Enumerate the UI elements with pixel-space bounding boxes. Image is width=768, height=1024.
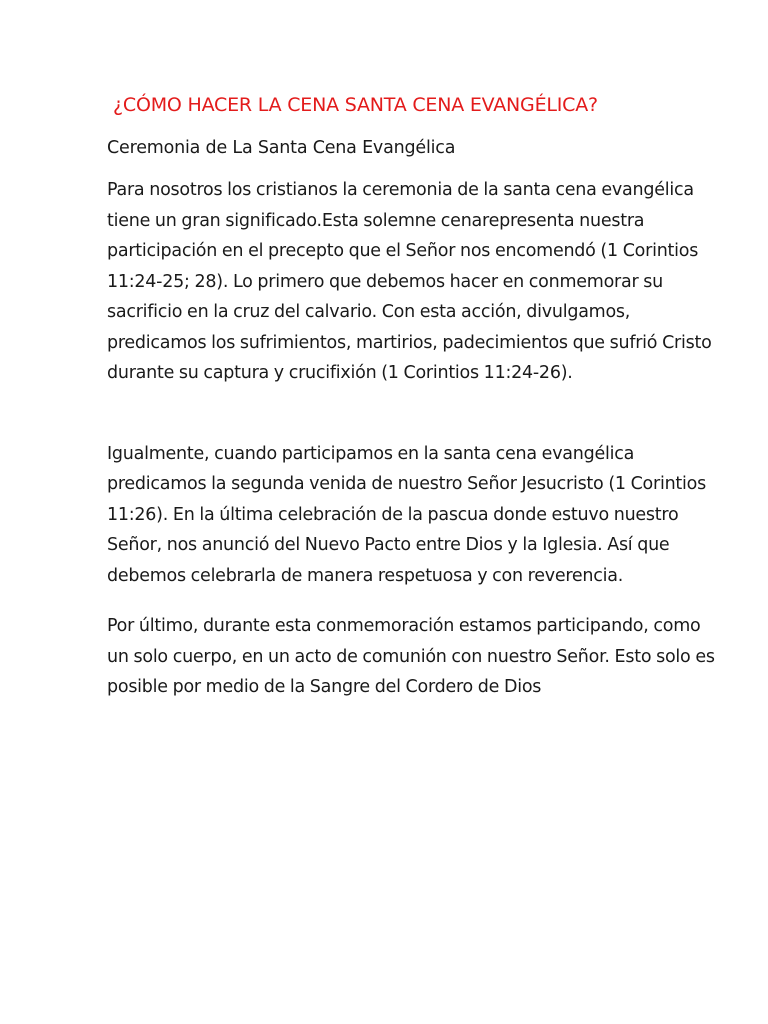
document-subtitle: Ceremonia de La Santa Cena Evangélica — [107, 138, 456, 158]
document-title: ¿CÓMO HACER LA CENA SANTA CENA EVANGÉLICA? — [113, 94, 598, 116]
paragraph-1: Para nosotros los cristianos la ceremonia de la santa cena evangélica tiene un gran significado.Esta solemne cenarepresenta nuestra participación en el precepto que el Señor nos encomendó (1 Corintios 11:24-25; 28). Lo primero que debemos hacer en conmemorar su sacrificio en la cruz del calvario. Con esta acción, divulgamos, predicamos los sufrimientos, martirios, padecimientos que sufrió Cristo durante su captura y crucifixión (1 Corintios 11:24-26). — [107, 180, 712, 383]
paragraph-3: Por último, durante esta conmemoración estamos participando, como un solo cuerpo, en un acto de comunión con nuestro Señor. Esto solo es posible por medio de la Sangre del Cordero de Dios — [107, 616, 715, 697]
paragraph-2: Igualmente, cuando participamos en la santa cena evangélica predicamos la segunda venida de nuestro Señor Jesucristo (1 Corintios 11:26). En la última celebración de la pascua donde estuvo nuestro Señor, nos anunció del Nuevo Pacto entre Dios y la Iglesia. Así que debemos celebrarla de manera respetuosa y con reverencia. — [107, 443, 706, 586]
